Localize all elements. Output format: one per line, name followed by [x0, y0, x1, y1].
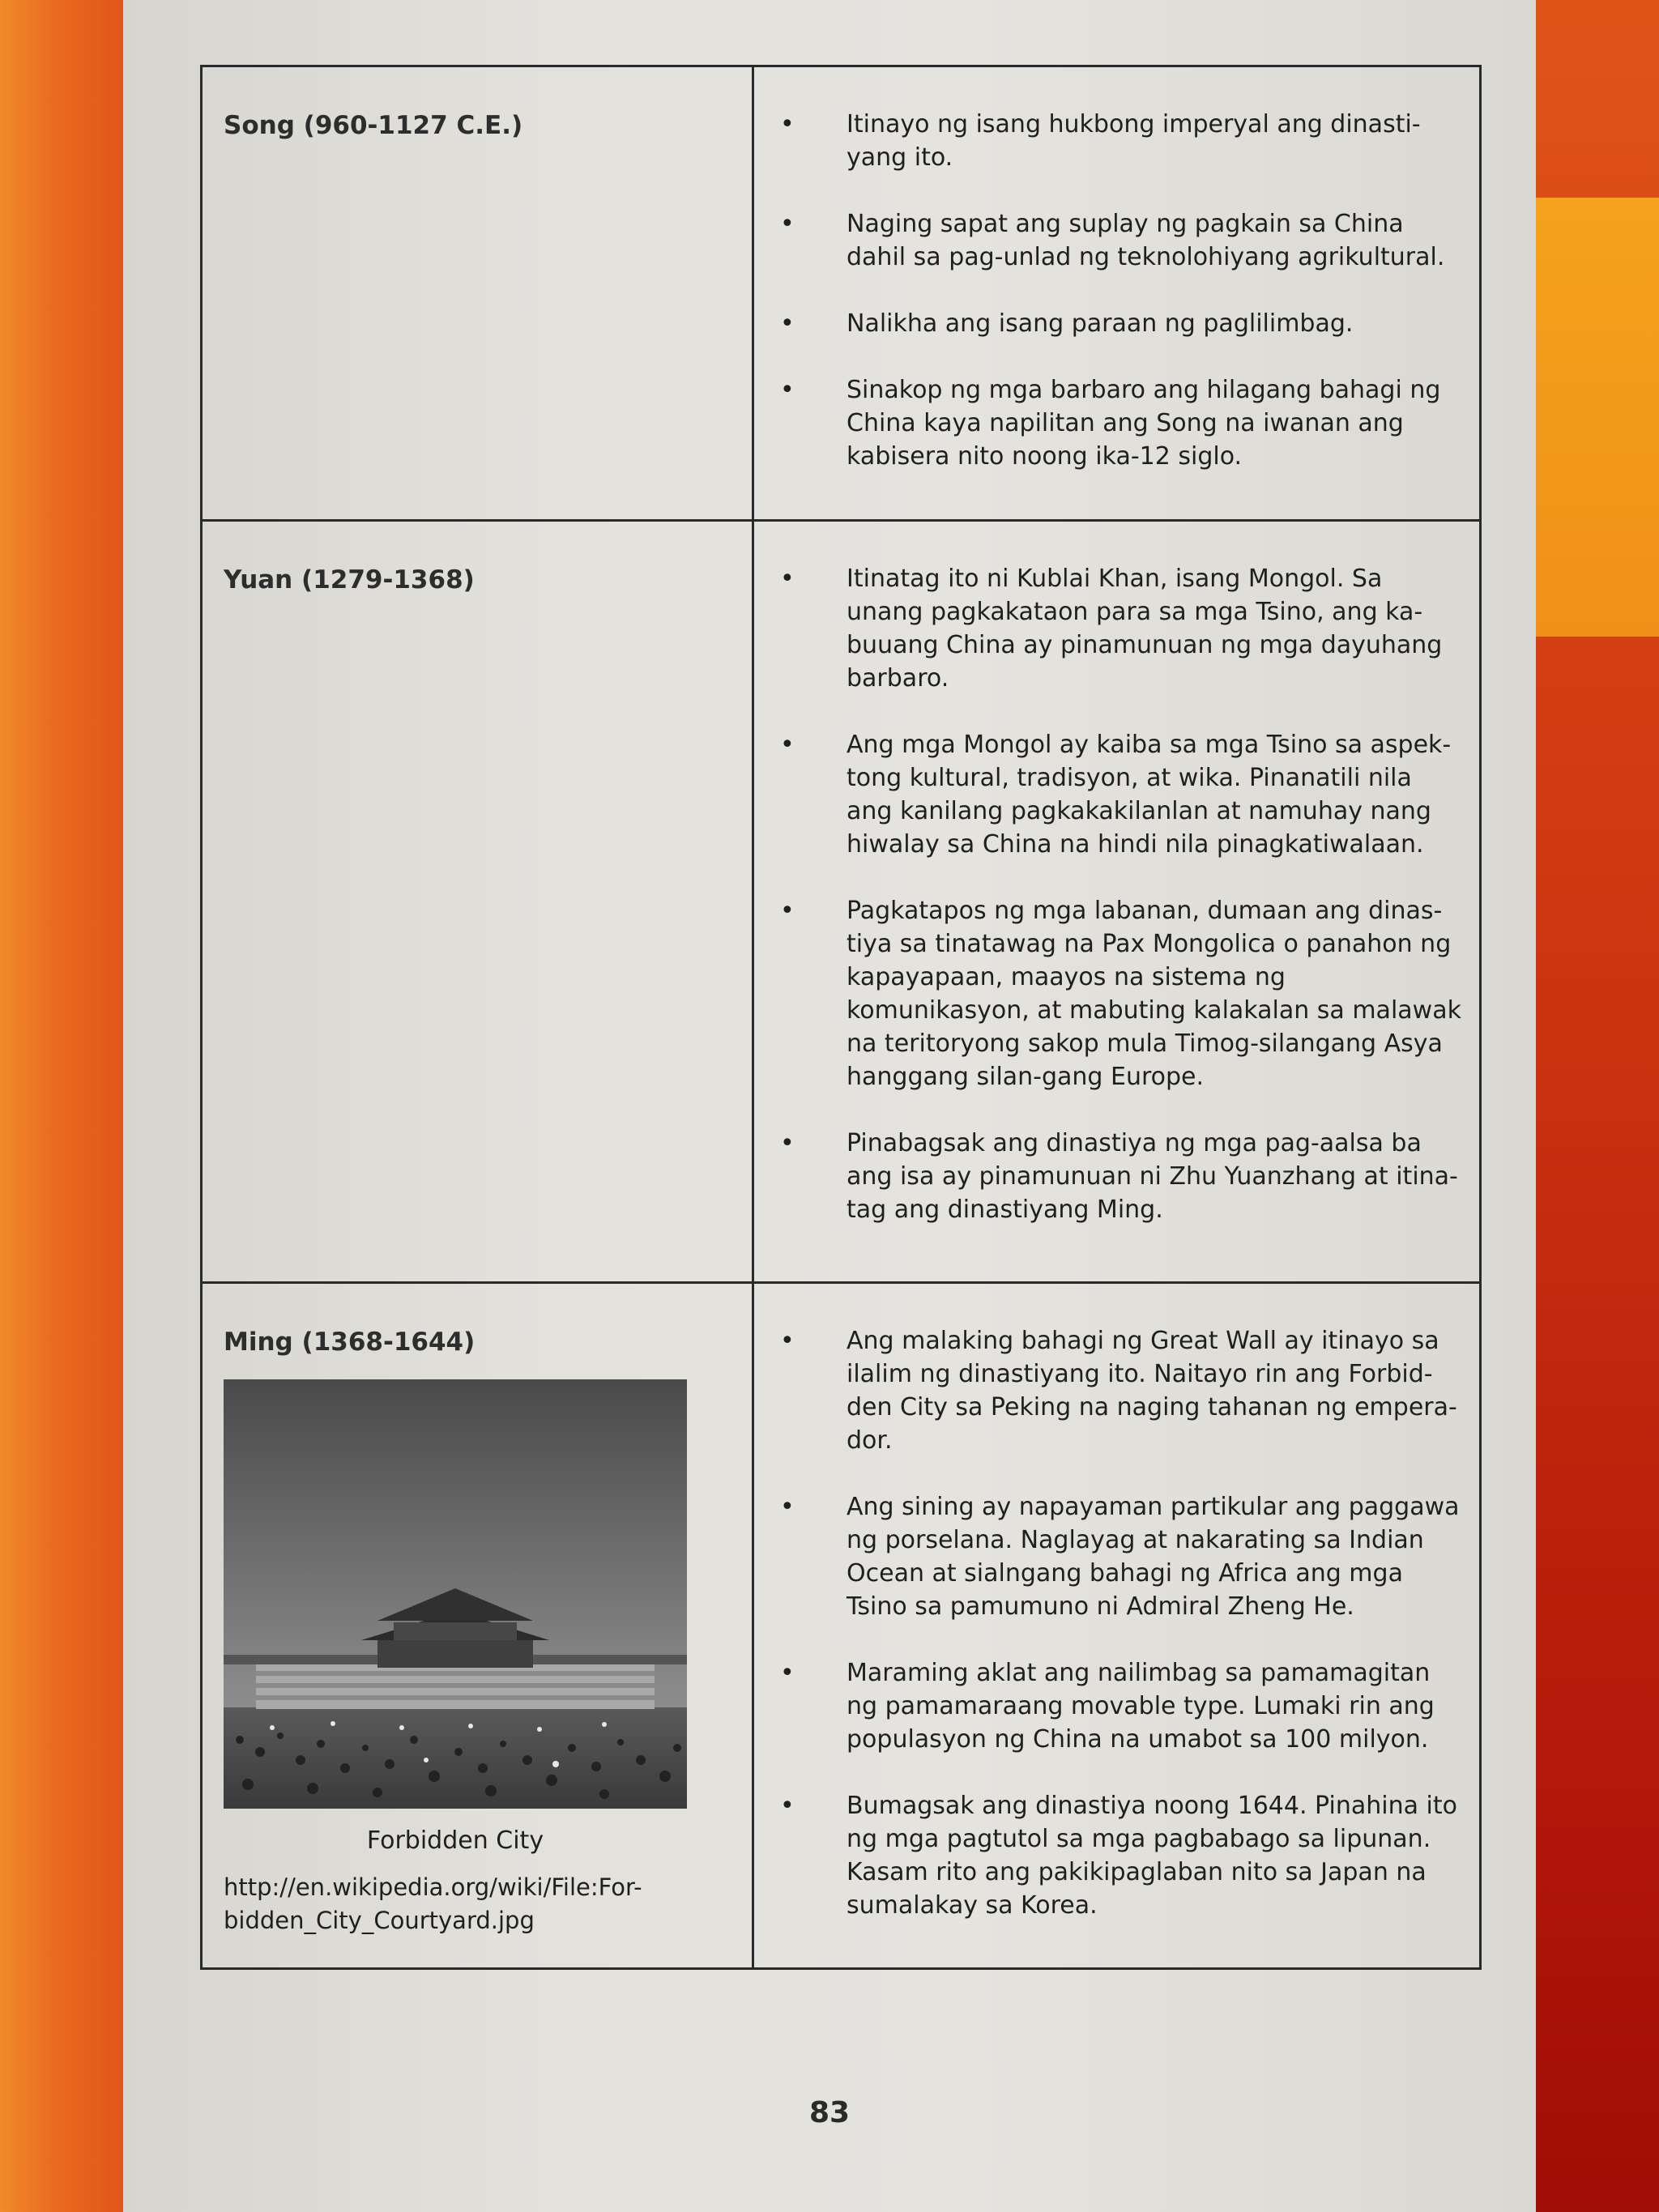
bullet-item: • Ang malaking bahagi ng Great Wall ay itinayo sa ilalim ng dinastiyang ito. Naitayo rin ang Forbid-den City sa Peking na naging tahanan ng empera-dor. — [775, 1324, 1461, 1457]
dynasty-title: Ming (1368-1644) — [224, 1328, 476, 1357]
description-cell — [753, 521, 1481, 1283]
bullet-item: • Ang mga Mongol ay kaiba sa mga Tsino sa aspek-tong kultural, tradisyon, at wika. Pinanatili nila ang kanilang pagkakakilanlan at namuhay nang hiwalay sa China na hindi nila pinagkatiwalaan. — [775, 728, 1461, 861]
bullet-list — [775, 1324, 1461, 1922]
dynasty-title: Song (960-1127 C.E.) — [224, 111, 523, 140]
photo-source-link: http://en.wikipedia.org/wiki/File:For-bidden_City_Courtyard.jpg — [224, 1873, 642, 1934]
dynasty-cell — [202, 521, 753, 1283]
description-cell — [753, 1283, 1481, 1969]
scanned-page — [123, 0, 1536, 2212]
page-number: 83 — [808, 2096, 851, 2129]
forbidden-city-photo — [224, 1379, 687, 1809]
bullet-item: • Sinakop ng mga barbaro ang hilagang bahagi ng China kaya napilitan ang Song na iwanan ang kabisera nito noong ika-12 siglo. — [775, 373, 1461, 473]
right-accent-bar — [1536, 198, 1659, 637]
bullet-list — [775, 562, 1461, 1226]
bullet-item: • Naging sapat ang suplay ng pagkain sa China dahil sa pag-unlad ng teknolohiyang agrikultural. — [775, 207, 1461, 274]
dynasty-cell — [202, 66, 753, 521]
bullet-item: • Pinabagsak ang dinastiya ng mga pag-aalsa ba ang isa ay pinamunuan ni Zhu Yuanzhang at itina-tag ang dinastiyang Ming. — [775, 1127, 1461, 1226]
bullet-item: • Itinatag ito ni Kublai Khan, isang Mongol. Sa unang pagkakataon para sa mga Tsino, ang ka-buuang China ay pinamunuan ng mga dayuhang barbaro. — [775, 562, 1461, 695]
bullet-item: • Bumagsak ang dinastiya noong 1644. Pinahina ito ng mga pagtutol sa mga pagbabago sa lipunan. Kasam rito ang pakikipaglaban nito sa Japan na sumalakay sa Korea. — [775, 1789, 1461, 1922]
bullet-item: • Maraming aklat ang nailimbag sa pamamagitan ng pamamaraang movable type. Lumaki rin ang populasyon ng China na umabot sa 100 milyon. — [775, 1656, 1461, 1756]
table-row-ming — [202, 1283, 1481, 1969]
bullet-item: • Nalikha ang isang paraan ng paglilimbag. — [775, 307, 1461, 340]
bullet-item: • Ang sining ay napayaman partikular ang paggawa ng porselana. Naglayag at nakarating sa Indian Ocean at sialngang bahagi ng Africa ang mga Tsino sa pamumuno ni Admiral Zheng He. — [775, 1490, 1461, 1623]
left-decorative-band — [0, 0, 123, 2212]
bullet-list — [775, 108, 1461, 473]
dynasty-title: Yuan (1279-1368) — [224, 565, 475, 595]
dynasty-table — [200, 65, 1482, 1970]
photo-caption: Forbidden City — [366, 1826, 544, 1855]
forbidden-city-image — [224, 1379, 687, 1809]
dynasty-cell — [202, 1283, 753, 1969]
table-row-yuan — [202, 521, 1481, 1283]
description-cell — [753, 66, 1481, 521]
bullet-item: • Itinayo ng isang hukbong imperyal ang dinasti-yang ito. — [775, 108, 1461, 174]
table-row-song — [202, 66, 1481, 521]
bullet-item: • Pagkatapos ng mga labanan, dumaan ang dinas-tiya sa tinatawag na Pax Mongolica o panahon ng kapayapaan, maayos na sistema ng komunikasyon, at mabuting kalakalan sa malawak na teritoryong sakop mula Timog-silangang Asya hanggang silan-gang Europe. — [775, 894, 1461, 1093]
